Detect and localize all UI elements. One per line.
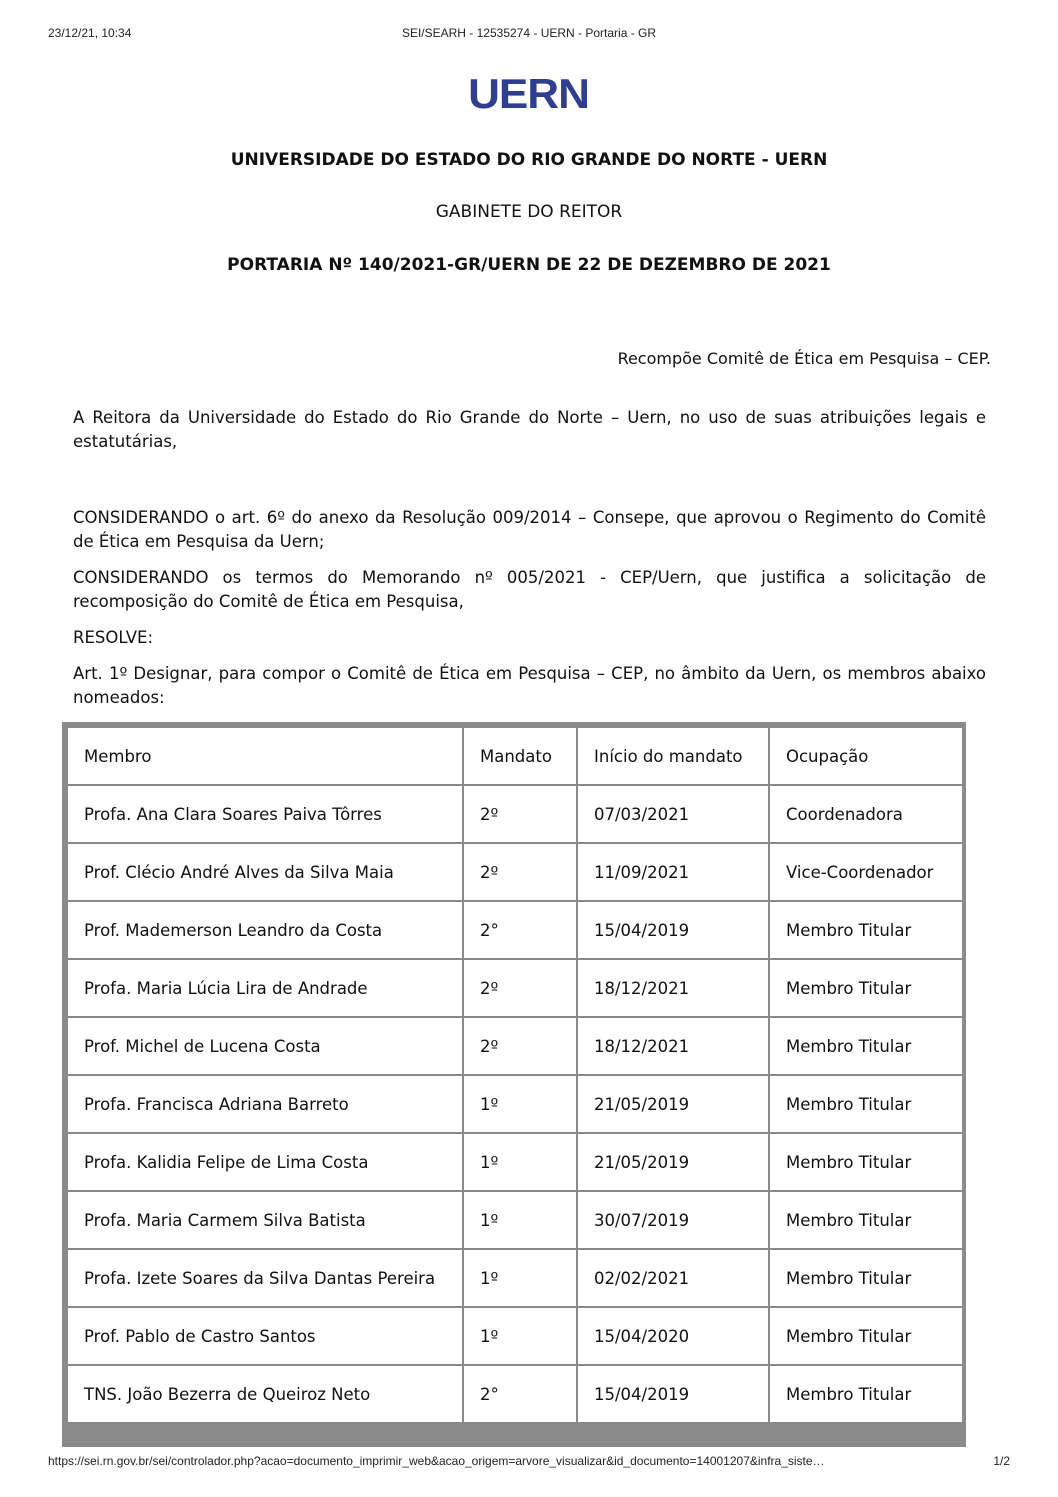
- paragraph-article-1: Art. 1º Designar, para compor o Comitê de Ética em Pesquisa – CEP, no âmbito da Uern, os membros abaixo nomeados:: [73, 664, 986, 707]
- cell-term: 2º: [464, 960, 576, 1016]
- cell-occupation: Membro Titular: [770, 1076, 962, 1132]
- cell-start-date: 18/12/2021: [578, 960, 768, 1016]
- cell-start-date: 21/05/2019: [578, 1076, 768, 1132]
- cell-term: 2º: [464, 844, 576, 900]
- cell-occupation: Membro Titular: [770, 1308, 962, 1364]
- uern-logo-text: UERN: [468, 70, 590, 117]
- cell-term: 2°: [464, 902, 576, 958]
- cell-occupation: Membro Titular: [770, 1192, 962, 1248]
- paragraph-preamble: A Reitora da Universidade do Estado do Rio Grande do Norte – Uern, no uso de suas atribuições legais e estatutárias,: [73, 408, 986, 451]
- cell-occupation: Membro Titular: [770, 1018, 962, 1074]
- table-header-row: [68, 728, 962, 784]
- cell-start-date: 07/03/2021: [578, 786, 768, 842]
- cell-occupation: Vice-Coordenador: [770, 844, 962, 900]
- table-row: [68, 1192, 962, 1248]
- page-number: 1/2: [993, 1454, 1010, 1468]
- cell-start-date: 18/12/2021: [578, 1018, 768, 1074]
- cell-term: 1º: [464, 1192, 576, 1248]
- ordinance-title: PORTARIA Nº 140/2021-GR/UERN DE 22 DE DEZEMBRO DE 2021: [227, 255, 831, 275]
- cell-occupation: Membro Titular: [770, 1250, 962, 1306]
- print-url: https://sei.rn.gov.br/sei/controlador.php?acao=documento_imprimir_web&acao_origem=arvore_visualizar&id_documento=14001207&infra_siste…: [48, 1454, 825, 1468]
- table-row: [68, 844, 962, 900]
- table-row: [68, 1076, 962, 1132]
- cell-start-date: 15/04/2020: [578, 1308, 768, 1364]
- table-row: [68, 786, 962, 842]
- cell-member: Prof. Clécio André Alves da Silva Maia: [68, 844, 462, 900]
- cell-term: 1º: [464, 1308, 576, 1364]
- ordinance-subject: Recompõe Comitê de Ética em Pesquisa – CEP.: [617, 349, 991, 368]
- cell-member: TNS. João Bezerra de Queiroz Neto: [68, 1366, 462, 1422]
- cell-term: 2º: [464, 1018, 576, 1074]
- cell-member: Profa. Maria Lúcia Lira de Andrade: [68, 960, 462, 1016]
- print-datetime: 23/12/21, 10:34: [48, 26, 132, 40]
- cell-term: 1º: [464, 1076, 576, 1132]
- header-membro: Membro: [68, 728, 462, 784]
- cell-start-date: 21/05/2019: [578, 1134, 768, 1190]
- table-row: [68, 1308, 962, 1364]
- paragraph-resolve: RESOLVE:: [73, 628, 154, 647]
- members-table: [66, 726, 964, 1424]
- print-header: [0, 26, 1058, 42]
- table-row: [68, 1134, 962, 1190]
- paragraph-considering-2: CONSIDERANDO os termos do Memorando nº 005/2021 - CEP/Uern, que justifica a solicitação de recomposição do Comitê de Ética em Pesquisa,: [73, 568, 986, 611]
- cell-term: 1º: [464, 1134, 576, 1190]
- cell-term: 2º: [464, 786, 576, 842]
- cell-member: Profa. Francisca Adriana Barreto: [68, 1076, 462, 1132]
- table-row: [68, 1366, 962, 1422]
- cell-member: Profa. Kalidia Felipe de Lima Costa: [68, 1134, 462, 1190]
- table-row: [68, 1250, 962, 1306]
- cell-start-date: 15/04/2019: [578, 902, 768, 958]
- members-table-frame: [62, 722, 966, 1447]
- print-footer: [0, 1454, 1058, 1470]
- cell-member: Prof. Pablo de Castro Santos: [68, 1308, 462, 1364]
- cell-occupation: Membro Titular: [770, 960, 962, 1016]
- cell-start-date: 15/04/2019: [578, 1366, 768, 1422]
- cell-occupation: Membro Titular: [770, 902, 962, 958]
- header-mandato: Mandato: [464, 728, 576, 784]
- cell-start-date: 30/07/2019: [578, 1192, 768, 1248]
- uern-logo: [0, 70, 1058, 118]
- cell-member: Prof. Michel de Lucena Costa: [68, 1018, 462, 1074]
- office-heading: GABINETE DO REITOR: [435, 202, 623, 222]
- cell-occupation: Membro Titular: [770, 1134, 962, 1190]
- cell-term: 1º: [464, 1250, 576, 1306]
- header-inicio: Início do mandato: [578, 728, 768, 784]
- cell-occupation: Coordenadora: [770, 786, 962, 842]
- cell-start-date: 11/09/2021: [578, 844, 768, 900]
- table-row: [68, 902, 962, 958]
- cell-member: Profa. Maria Carmem Silva Batista: [68, 1192, 462, 1248]
- cell-term: 2°: [464, 1366, 576, 1422]
- cell-member: Prof. Mademerson Leandro da Costa: [68, 902, 462, 958]
- table-row: [68, 960, 962, 1016]
- university-heading: UNIVERSIDADE DO ESTADO DO RIO GRANDE DO NORTE - UERN: [230, 150, 828, 170]
- cell-member: Profa. Ana Clara Soares Paiva Tôrres: [68, 786, 462, 842]
- paragraph-considering-1: CONSIDERANDO o art. 6º do anexo da Resolução 009/2014 – Consepe, que aprovou o Regimento do Comitê de Ética em Pesquisa da Uern;: [73, 508, 986, 551]
- cell-member: Profa. Izete Soares da Silva Dantas Pereira: [68, 1250, 462, 1306]
- header-ocupacao: Ocupação: [770, 728, 962, 784]
- cell-start-date: 02/02/2021: [578, 1250, 768, 1306]
- print-title: SEI/SEARH - 12535274 - UERN - Portaria - GR: [401, 26, 657, 40]
- table-row: [68, 1018, 962, 1074]
- cell-occupation: Membro Titular: [770, 1366, 962, 1422]
